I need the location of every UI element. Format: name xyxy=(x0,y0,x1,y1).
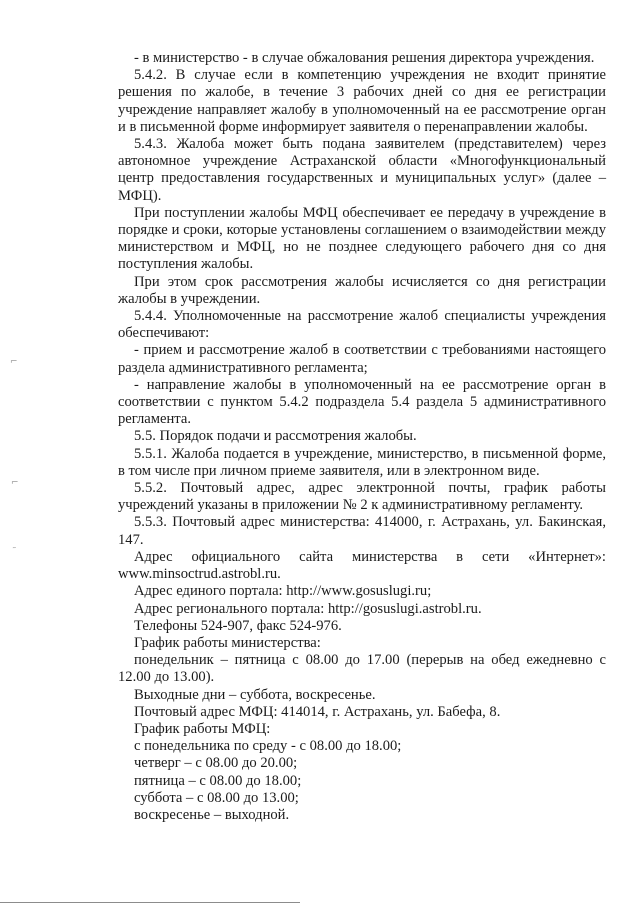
paragraph-5-4-4: 5.4.4. Уполномоченные на рассмотрение жалоб специалисты учреждения обеспечивают: xyxy=(118,308,606,342)
mfc-schedule-title: График работы МФЦ: xyxy=(134,720,271,737)
paragraph-5-5-3: 5.5.3. Почтовый адрес министерства: 414000, г. Астрахань, ул. Бакинская, 147. xyxy=(118,514,606,548)
paragraph-review-term: При этом срок рассмотрения жалобы исчисляется со дня регистрации жалобы в учреждении. xyxy=(118,273,606,307)
bottom-scan-rule xyxy=(0,902,300,903)
paragraph-mfc-transfer: При поступлении жалобы МФЦ обеспечивает ее передачу в учреждение в порядке и сроки, которые установлены соглашением о взаимодействии между министерством и МФЦ, но не позднее следующего рабочего дня со дня поступления жалобы. xyxy=(118,204,606,273)
paragraph-5-4-2: 5.4.2. В случае если в компетенцию учреждения не входит принятие решения по жалобе, в течение 3 рабочих дней со дня ее регистрации учреждение направляет жалобу в уполномоченный на ее рассмотрение орган и в письменной форме информирует заявителя о перенаправлении жалобы. xyxy=(118,67,606,135)
scan-mark-top: ⌐ xyxy=(10,357,18,367)
mfc-schedule-item: воскресенье – выходной. xyxy=(134,806,290,823)
ministry-schedule-title: График работы министерства: xyxy=(134,634,321,651)
scan-mark-middle: ⌐ xyxy=(11,478,19,488)
mfc-schedule-item: суббота – с 08.00 до 13.00; xyxy=(134,789,299,806)
mfc-schedule-item: четверг – с 08.00 до 20.00; xyxy=(134,755,298,772)
paragraph-reception-review: - прием и рассмотрение жалоб в соответствии с требованиями настоящего раздела административного регламента; xyxy=(118,342,606,376)
paragraph-5-5: 5.5. Порядок подачи и рассмотрения жалобы. xyxy=(134,428,417,445)
regional-portal: Адрес регионального портала: http://gosuslugi.astrobl.ru. xyxy=(134,600,482,617)
ministry-days-off: Выходные дни – суббота, воскресенье. xyxy=(134,686,376,703)
scan-mark-lower: ˜ xyxy=(12,547,17,557)
paragraph-5-5-1: 5.5.1. Жалоба подается в учреждение, министерство, в письменной форме, в том числе при личном приеме заявителя, или в электронном виде. xyxy=(118,445,606,479)
paragraph-5-5-2: 5.5.2. Почтовый адрес, адрес электронной почты, график работы учреждений указаны в приложении № 2 к административному регламенту. xyxy=(118,480,606,514)
ministry-schedule-weekdays: понедельник – пятница с 08.00 до 17.00 (перерыв на обед ежедневно с 12.00 до 13.00). xyxy=(118,652,606,686)
document-page xyxy=(118,50,606,824)
mfc-schedule-item: пятница – с 08.00 до 18.00; xyxy=(134,772,302,789)
paragraph-appeal-ministry: - в министерство - в случае обжалования решения директора учреждения. xyxy=(134,50,595,66)
website-label: Адрес официального сайта министерства в сети «Интернет»: xyxy=(134,548,606,565)
mfc-schedule-list xyxy=(118,738,606,824)
phones: Телефоны 524-907, факс 524-976. xyxy=(134,617,342,634)
unified-portal: Адрес единого портала: http://www.gosuslugi.ru; xyxy=(134,583,432,600)
mfc-address: Почтовый адрес МФЦ: 414014, г. Астрахань, ул. Бабефа, 8. xyxy=(134,703,501,720)
paragraph-5-4-3: 5.4.3. Жалоба может быть подана заявителем (представителем) через автономное учреждение Астраханской области «Многофункциональный центр предоставления государственных и муниципальных услуг» (далее – МФЦ). xyxy=(118,136,606,204)
paragraph-forwarding: - направление жалобы в уполномоченный на ее рассмотрение орган в соответствии с пунктом 5.4.2 подраздела 5.4 раздела 5 административного регламента. xyxy=(118,376,606,428)
website-url: www.minsoctrud.astrobl.ru. xyxy=(118,566,281,583)
mfc-schedule-item: с понедельника по среду - с 08.00 до 18.00; xyxy=(134,738,402,755)
